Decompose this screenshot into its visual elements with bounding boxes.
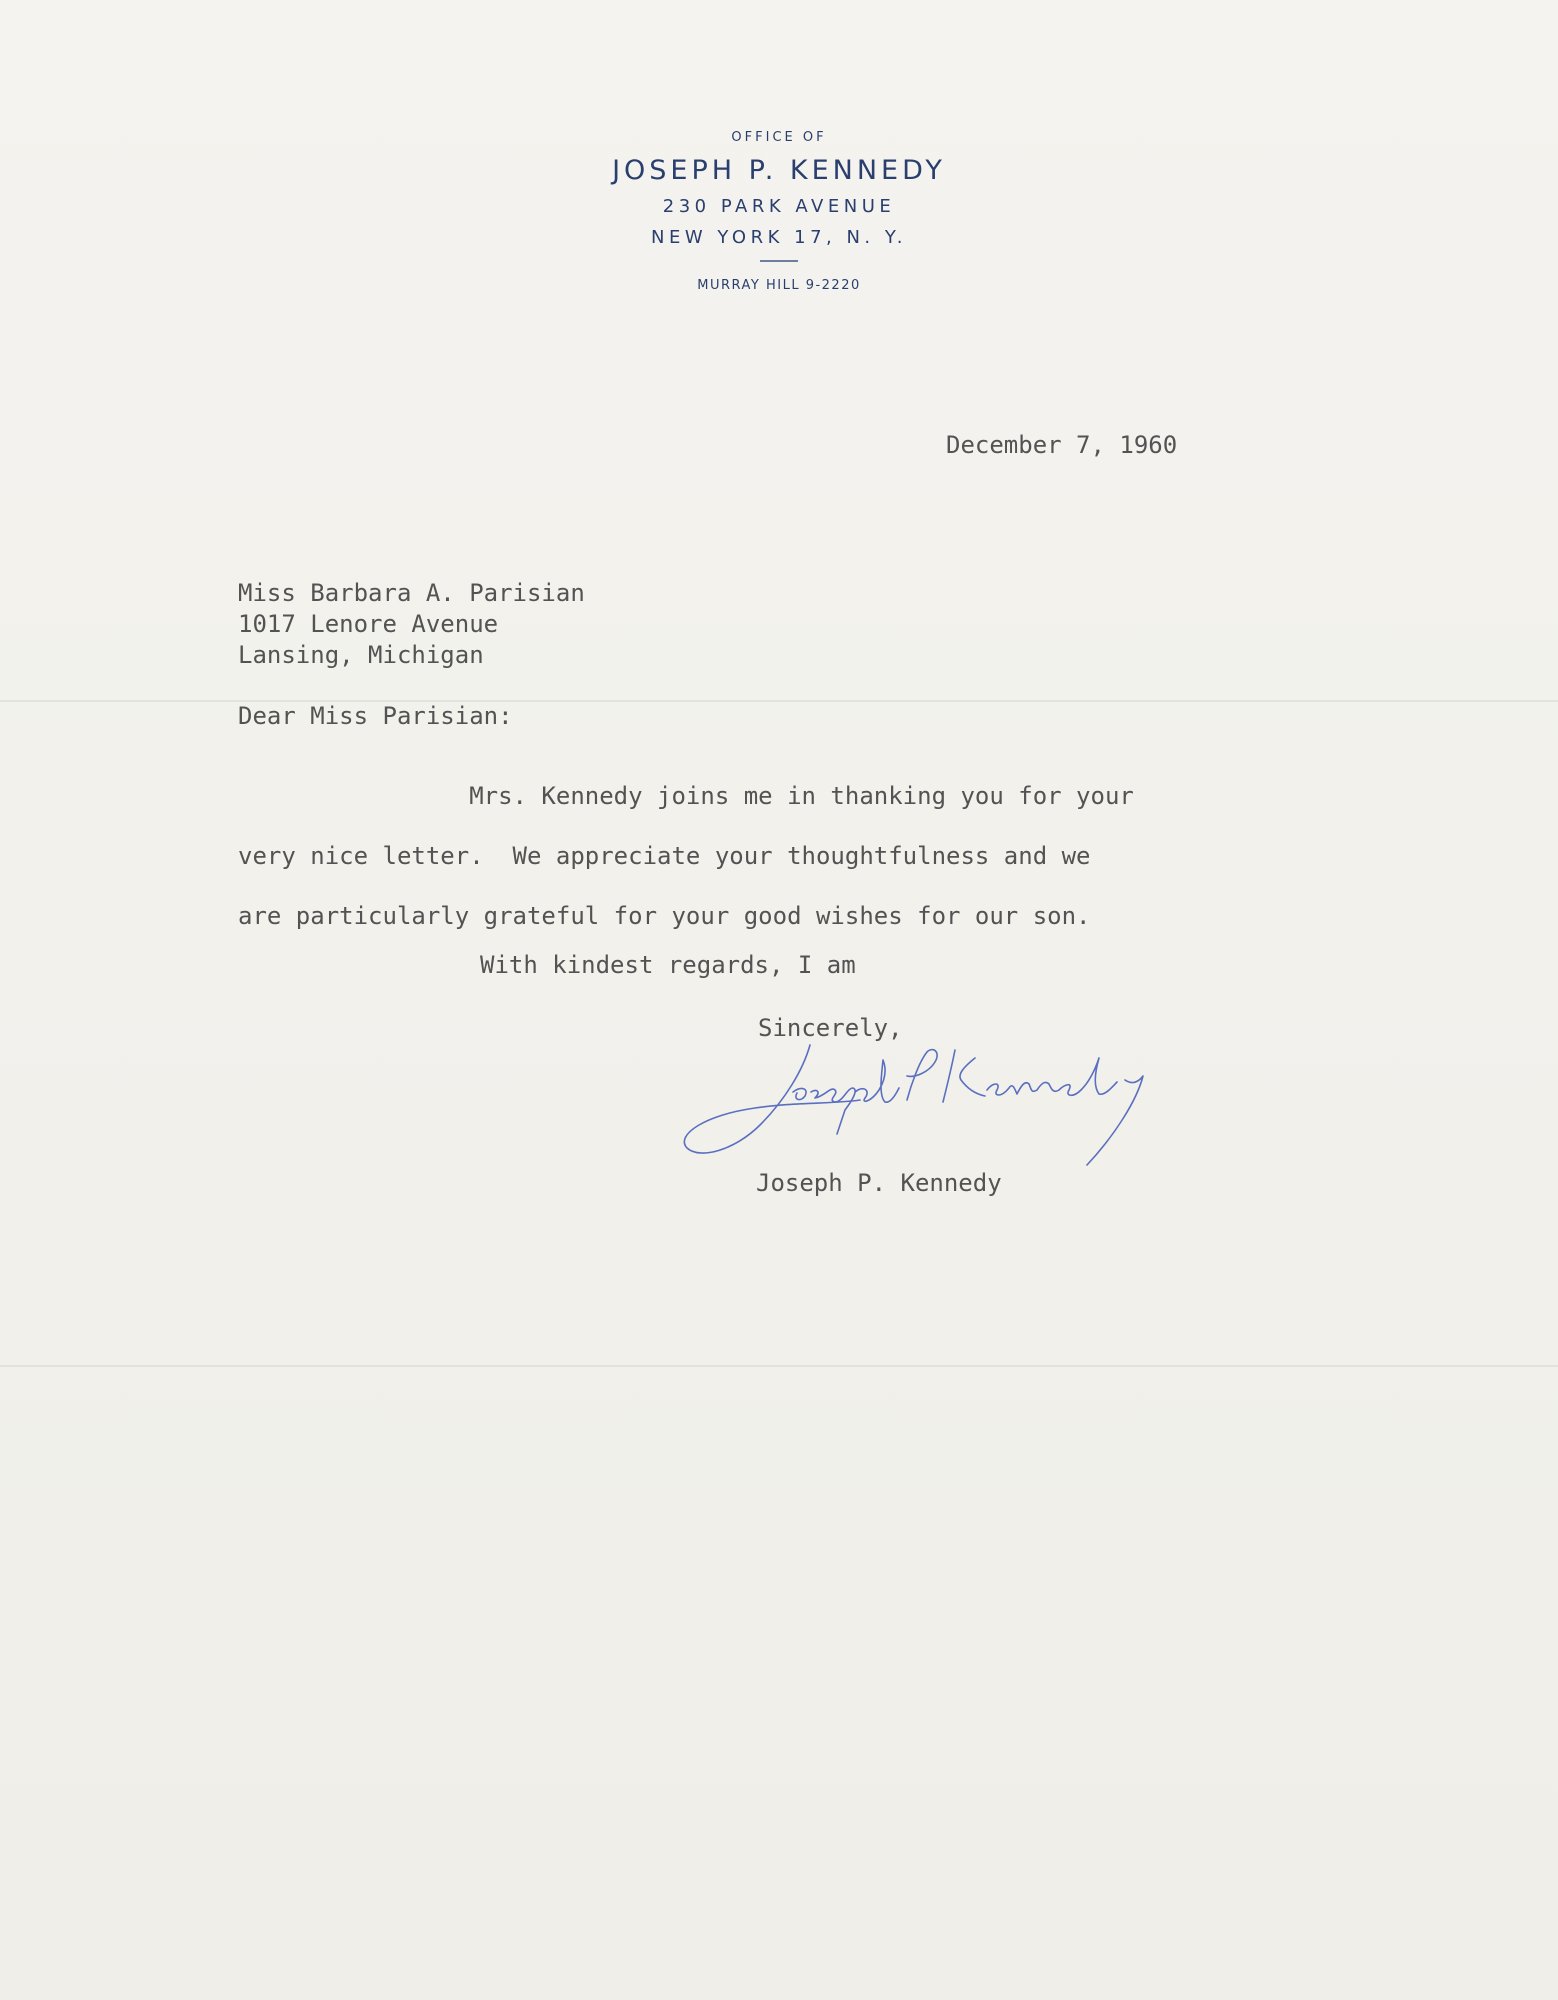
body-line-2: very nice letter. We appreciate your thoughtfulness and we [238,842,1091,870]
letterhead-city: NEW YORK 17, N. Y. [651,227,907,248]
recipient-name: Miss Barbara A. Parisian [238,579,585,607]
handwritten-signature [675,1030,1205,1180]
closing-line: With kindest regards, I am [480,951,856,979]
body-line-1: Mrs. Kennedy joins me in thanking you for your [238,782,1134,810]
valediction: Sincerely, [758,1014,903,1042]
letterhead-street: 230 PARK AVENUE [662,196,896,217]
body-line-3: are particularly grateful for your good wishes for our son. [238,902,1091,930]
salutation: Dear Miss Parisian: [238,702,513,730]
typed-signature-name: Joseph P. Kennedy [756,1169,1002,1197]
recipient-address [238,578,585,671]
letterhead-divider [760,260,798,262]
recipient-street: 1017 Lenore Avenue [238,610,499,638]
letterhead-phone: MURRAY HILL 9-2220 [697,278,861,293]
letterhead-name: JOSEPH P. KENNEDY [612,155,946,186]
letter-body [238,766,1134,946]
fold-line [0,700,1558,702]
letterhead-office-of: OFFICE OF [731,130,827,145]
fold-line [0,1365,1558,1367]
letter-date: December 7, 1960 [946,431,1178,459]
letterhead [0,130,1558,293]
recipient-city: Lansing, Michigan [238,641,484,669]
